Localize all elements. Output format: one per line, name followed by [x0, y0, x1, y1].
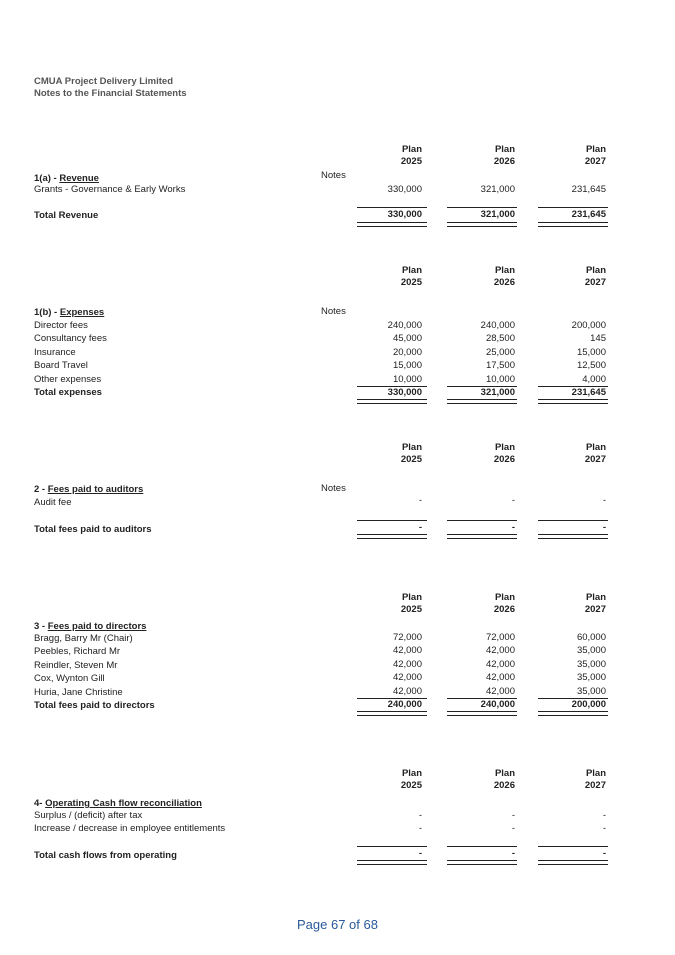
section-title: 1(b) - Expenses	[34, 307, 105, 318]
column-header-2026: Plan 2026	[493, 144, 515, 167]
column-header-2027: Plan 2027	[584, 442, 606, 465]
column-header-2025: Plan 2025	[400, 144, 422, 167]
total-value: 321,000	[480, 209, 515, 220]
row-value: 20,000	[392, 347, 422, 358]
notes-label: Notes	[321, 170, 346, 181]
total-label: Total expenses	[34, 387, 102, 398]
row-value: -	[418, 495, 422, 506]
row-label: Consultancy fees	[34, 333, 107, 344]
row-value: 321,000	[480, 184, 515, 195]
row-value: 4,000	[582, 374, 606, 385]
row-value: 15,000	[392, 360, 422, 371]
column-header-2027: Plan 2027	[584, 265, 606, 288]
total-value: 240,000	[387, 699, 422, 710]
column-header-2025: Plan 2025	[400, 442, 422, 465]
section-title: 4- Operating Cash flow reconciliation	[34, 798, 202, 809]
total-double-rule	[447, 399, 517, 404]
total-value: -	[511, 522, 515, 533]
total-value: 330,000	[387, 387, 422, 398]
row-value: 42,000	[392, 686, 422, 697]
row-label: Peebles, Richard Mr	[34, 646, 121, 657]
total-value: 330,000	[387, 209, 422, 220]
row-value: 17,500	[485, 360, 515, 371]
column-header-2025: Plan 2025	[400, 592, 422, 615]
row-value: 72,000	[392, 632, 422, 643]
total-value: -	[418, 522, 422, 533]
row-value: 42,000	[392, 645, 422, 656]
row-value: -	[602, 495, 606, 506]
row-value: 35,000	[576, 672, 606, 683]
notes-label: Notes	[321, 483, 346, 494]
row-label: Insurance	[34, 347, 76, 358]
row-value: 35,000	[576, 645, 606, 656]
document-subtitle: Notes to the Financial Statements	[34, 88, 187, 99]
row-label: Bragg, Barry Mr (Chair)	[34, 633, 133, 644]
row-value: 35,000	[576, 686, 606, 697]
row-value: 42,000	[392, 659, 422, 670]
column-header-2025: Plan 2025	[400, 265, 422, 288]
row-value: 60,000	[576, 632, 606, 643]
column-header-2027: Plan 2027	[584, 768, 606, 791]
total-label: Total cash flows from operating	[34, 850, 177, 861]
column-header-2027: Plan 2027	[584, 144, 606, 167]
row-label: Other expenses	[34, 374, 102, 385]
row-value: 12,500	[576, 360, 606, 371]
total-value: 200,000	[571, 699, 606, 710]
column-header-2026: Plan 2026	[493, 592, 515, 615]
column-header-2025: Plan 2025	[400, 768, 422, 791]
row-value: 240,000	[480, 320, 515, 331]
column-header-2026: Plan 2026	[493, 768, 515, 791]
row-value: 42,000	[392, 672, 422, 683]
company-name: CMUA Project Delivery Limited	[34, 76, 174, 87]
row-value: 145	[590, 333, 606, 344]
total-double-rule	[538, 860, 608, 865]
row-value: 42,000	[485, 672, 515, 683]
row-value: 10,000	[392, 374, 422, 385]
section-title: 3 - Fees paid to directors	[34, 621, 147, 632]
column-header-2027: Plan 2027	[584, 592, 606, 615]
row-label: Audit fee	[34, 497, 72, 508]
row-value: 42,000	[485, 659, 515, 670]
row-label: Huria, Jane Christine	[34, 687, 123, 698]
total-value: 231,645	[571, 387, 606, 398]
row-value: -	[511, 810, 515, 821]
column-header-2026: Plan 2026	[493, 442, 515, 465]
row-value: -	[511, 823, 515, 834]
row-value: -	[602, 823, 606, 834]
row-value: 35,000	[576, 659, 606, 670]
row-label: Cox, Wynton Gill	[34, 673, 105, 684]
total-label: Total fees paid to auditors	[34, 524, 152, 535]
total-value: 240,000	[480, 699, 515, 710]
row-value: -	[602, 810, 606, 821]
row-value: 72,000	[485, 632, 515, 643]
row-value: 200,000	[571, 320, 606, 331]
total-double-rule	[357, 534, 427, 539]
row-value: -	[418, 823, 422, 834]
row-value: 25,000	[485, 347, 515, 358]
row-label: Surplus / (deficit) after tax	[34, 810, 143, 821]
total-double-rule	[538, 222, 608, 227]
row-value: 231,645	[571, 184, 606, 195]
notes-label: Notes	[321, 306, 346, 317]
column-header-2026: Plan 2026	[493, 265, 515, 288]
total-label: Total Revenue	[34, 210, 99, 221]
total-value: 231,645	[571, 209, 606, 220]
total-double-rule	[538, 534, 608, 539]
row-value: 330,000	[387, 184, 422, 195]
row-value: 15,000	[576, 347, 606, 358]
row-label: Board Travel	[34, 360, 88, 371]
page-number: Page 67 of 68	[297, 917, 378, 932]
row-label: Grants - Governance & Early Works	[34, 184, 186, 195]
total-double-rule	[538, 711, 608, 716]
row-value: 42,000	[485, 686, 515, 697]
row-value: 45,000	[392, 333, 422, 344]
row-value: 240,000	[387, 320, 422, 331]
row-label: Director fees	[34, 320, 88, 331]
total-value: 321,000	[480, 387, 515, 398]
total-double-rule	[447, 860, 517, 865]
total-double-rule	[447, 222, 517, 227]
total-double-rule	[357, 860, 427, 865]
row-value: 28,500	[485, 333, 515, 344]
row-value: -	[511, 495, 515, 506]
row-label: Increase / decrease in employee entitlements	[34, 823, 226, 834]
total-value: -	[602, 848, 606, 859]
row-value: -	[418, 810, 422, 821]
total-double-rule	[447, 534, 517, 539]
row-value: 42,000	[485, 645, 515, 656]
total-double-rule	[357, 711, 427, 716]
total-value: -	[511, 848, 515, 859]
section-title: 2 - Fees paid to auditors	[34, 484, 144, 495]
total-double-rule	[538, 399, 608, 404]
section-title: 1(a) - Revenue	[34, 173, 99, 184]
row-value: 10,000	[485, 374, 515, 385]
total-double-rule	[357, 222, 427, 227]
total-double-rule	[357, 399, 427, 404]
total-value: -	[418, 848, 422, 859]
total-label: Total fees paid to directors	[34, 700, 155, 711]
document-header	[34, 76, 187, 100]
total-double-rule	[447, 711, 517, 716]
total-value: -	[602, 522, 606, 533]
row-label: Reindler, Steven Mr	[34, 660, 118, 671]
